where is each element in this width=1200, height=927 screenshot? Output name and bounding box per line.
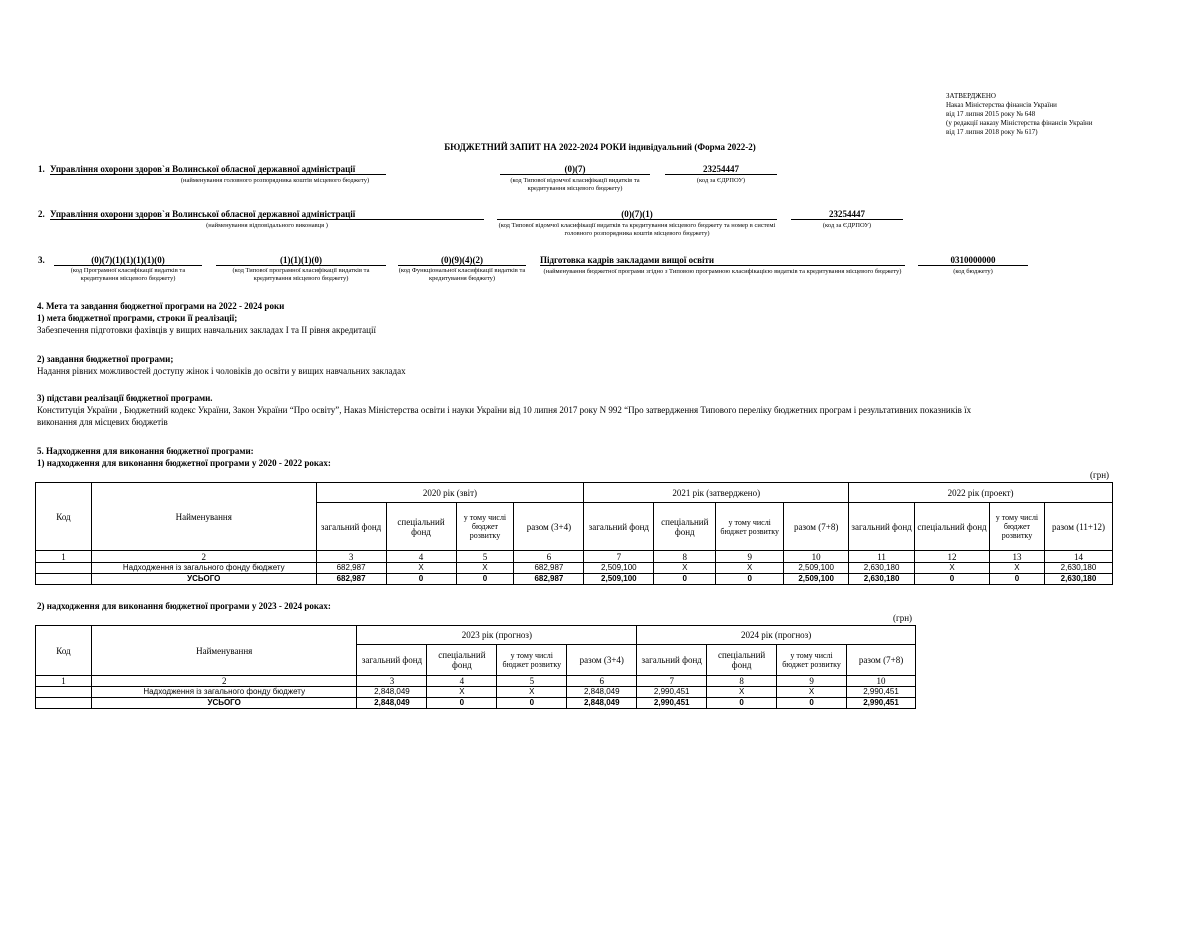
sub-header: у тому числі бюджет розвитку [716, 503, 784, 551]
s3-program-name-caption: (найменування бюджетної програми згідно з Типовою програмною класифікацією видатків та кредитування місцевого бюджету) [543, 268, 902, 275]
cell [36, 687, 92, 698]
s1-edrpou: 23254447 [665, 164, 777, 175]
cell: 2,848,049 [357, 698, 427, 709]
column-number: 6 [514, 551, 584, 563]
column-number: 13 [990, 551, 1045, 563]
column-number: 3 [357, 676, 427, 687]
s1-dept-code-caption: (код Типової відомчої класифікації видатків та кредитування місцевого бюджету) [510, 177, 640, 192]
column-number: 2 [91, 676, 357, 687]
cell: 0 [386, 574, 456, 585]
s2-dept-code-caption: (код Типової відомчої класифікації видатків та кредитування місцевого бюджету та номер в системі головного розпорядника коштів місцевого бюджету) [498, 222, 776, 237]
s3-typical-code-caption: (код Типової програмної класифікації видатків та кредитування місцевого бюджету) [232, 267, 370, 282]
sub-header: разом (3+4) [514, 503, 584, 551]
col-header-name: Найменування [91, 483, 316, 551]
cell: X [654, 563, 716, 574]
cell: 2,630,180 [1044, 563, 1112, 574]
sub-header: у тому числі бюджет розвитку [990, 503, 1045, 551]
sub-header: загальний фонд [316, 503, 386, 551]
column-number: 14 [1044, 551, 1112, 563]
cell: 0 [497, 698, 567, 709]
column-number: 7 [637, 676, 707, 687]
revenue-table-2023-2024 [35, 625, 916, 709]
revenue-table-2020-2022 [35, 482, 1113, 585]
sub-header: загальний фонд [849, 503, 915, 551]
cell: 2,848,049 [567, 687, 637, 698]
sub-header: спеціальний фонд [427, 645, 497, 676]
s3-typical-code: (1)(1)(1)(0) [216, 255, 386, 266]
sub-header: спеціальний фонд [654, 503, 716, 551]
column-number: 12 [915, 551, 990, 563]
total-row [36, 574, 1113, 585]
cell: 2,848,049 [357, 687, 427, 698]
column-number: 8 [654, 551, 716, 563]
s3-program-code-caption: (код Програмної класифікації видатків та кредитування місцевого бюджету) [70, 267, 186, 282]
sub-header: у тому числі бюджет розвитку [777, 645, 847, 676]
s2-org-caption: (найменування відповідального виконавця ) [206, 222, 328, 229]
cell: 0 [915, 574, 990, 585]
cell: X [915, 563, 990, 574]
unit-label-2: (грн) [893, 613, 913, 623]
cell: 2,990,451 [847, 698, 916, 709]
year-header: 2023 рік (прогноз) [357, 626, 637, 645]
column-number: 2 [91, 551, 316, 563]
column-number: 3 [316, 551, 386, 563]
column-numbers-row [36, 676, 916, 687]
cell: Надходження із загального фонду бюджету [91, 687, 357, 698]
column-number: 8 [707, 676, 777, 687]
sub-header: разом (11+12) [1044, 503, 1112, 551]
section-1-number: 1. [38, 164, 45, 174]
column-number: 5 [497, 676, 567, 687]
cell: 0 [707, 698, 777, 709]
revenue-2023-2024-heading: 2) надходження для виконання бюджетної програми у 2023 - 2024 роках: [37, 601, 331, 611]
cell: 2,990,451 [847, 687, 916, 698]
cell: 682,987 [316, 563, 386, 574]
cell: 682,987 [316, 574, 386, 585]
cell: X [990, 563, 1045, 574]
s2-dept-code: (0)(7)(1) [497, 209, 777, 220]
cell: X [707, 687, 777, 698]
s1-org-name: Управління охорони здоров`я Волинської обласної державної адміністрації [50, 164, 386, 175]
approval-stamp [946, 92, 1093, 137]
unit-label: (грн) [1090, 470, 1110, 480]
cell: 682,987 [514, 574, 584, 585]
cell: X [456, 563, 514, 574]
tasks-heading: 2) завдання бюджетної програми; [37, 354, 174, 364]
table-row [36, 687, 916, 698]
cell: 0 [716, 574, 784, 585]
sub-header: загальний фонд [637, 645, 707, 676]
column-number: 5 [456, 551, 514, 563]
cell: 0 [990, 574, 1045, 585]
s3-functional-code-caption: (код Функціональної класифікації видатків та кредитування бюджету) [398, 267, 526, 282]
cell: Надходження із загального фонду бюджету [91, 563, 316, 574]
cell: 2,509,100 [784, 563, 849, 574]
sub-header: загальний фонд [357, 645, 427, 676]
cell: 682,987 [514, 563, 584, 574]
s2-edrpou: 23254447 [791, 209, 903, 220]
cell: 2,848,049 [567, 698, 637, 709]
s3-program-code: (0)(7)(1)(1)(1)(1)(0) [54, 255, 202, 266]
sub-header: загальний фонд [584, 503, 654, 551]
section-4-heading: 4. Мета та завдання бюджетної програми на 2022 - 2024 роки [37, 301, 285, 311]
approval-line: від 17 липня 2015 року № 648 [946, 110, 1036, 118]
sub-header: у тому числі бюджет розвитку [497, 645, 567, 676]
section-2-number: 2. [38, 209, 45, 219]
approval-line: Наказ Міністерства фінансів України [946, 101, 1057, 109]
s1-org-caption: (найменування головного розпорядника коштів місцевого бюджету) [180, 177, 370, 184]
basis-text: Конституція України , Бюджетний кодекс України, Закон України “Про освіту”, Наказ Міністерства освіти і науки України від 10 липня 2017 року N 992 “Про затвердження Типового переліку бюджетних програм і результативних показників їх [37, 405, 972, 415]
column-numbers-row [36, 551, 1113, 563]
goal-text: Забезпечення підготовки фахівців у вищих навчальних закладах І та ІІ рівня акредитації [37, 325, 376, 335]
year-header: 2024 рік (прогноз) [637, 626, 916, 645]
approval-line: (у редакції наказу Міністерства фінансів України [946, 119, 1093, 127]
section-5-heading: 5. Надходження для виконання бюджетної програми: [37, 446, 254, 456]
cell [36, 698, 92, 709]
revenue-2020-2022-heading: 1) надходження для виконання бюджетної програми у 2020 - 2022 роках: [37, 458, 331, 468]
column-number: 11 [849, 551, 915, 563]
cell: X [427, 687, 497, 698]
cell: X [777, 687, 847, 698]
cell: 2,630,180 [849, 563, 915, 574]
column-number: 1 [36, 551, 92, 563]
column-number: 10 [784, 551, 849, 563]
cell: 0 [456, 574, 514, 585]
sub-header: разом (7+8) [847, 645, 916, 676]
cell: 2,990,451 [637, 687, 707, 698]
tasks-text: Надання рівних можливостей доступу жінок і чоловіків до освіти у вищих навчальних закладах [37, 366, 406, 376]
cell: УСЬОГО [91, 574, 316, 585]
sub-header: спеціальний фонд [386, 503, 456, 551]
page-title: БЮДЖЕТНИЙ ЗАПИТ НА 2022-2024 РОКИ індивідуальний (Форма 2022-2) [444, 142, 756, 152]
basis-text-cont: виконання для місцевих бюджетів [37, 417, 168, 427]
cell: X [497, 687, 567, 698]
s3-program-name: Підготовка кадрів закладами вищої освіти [540, 255, 905, 266]
cell: X [386, 563, 456, 574]
cell: 2,630,180 [849, 574, 915, 585]
column-number: 6 [567, 676, 637, 687]
year-header: 2020 рік (звіт) [316, 483, 584, 503]
sub-header: спеціальний фонд [915, 503, 990, 551]
column-number: 9 [777, 676, 847, 687]
col-header-name: Найменування [91, 626, 357, 676]
sub-header: разом (7+8) [784, 503, 849, 551]
col-header-code: Код [36, 483, 92, 551]
s2-edrpou-caption: (код за ЄДРПОУ) [822, 222, 872, 229]
sub-header: разом (3+4) [567, 645, 637, 676]
cell [36, 563, 92, 574]
column-number: 4 [386, 551, 456, 563]
approval-line: від 17 липня 2018 року № 617) [946, 128, 1038, 136]
column-number: 7 [584, 551, 654, 563]
year-header: 2021 рік (затверджено) [584, 483, 849, 503]
cell: X [716, 563, 784, 574]
column-number: 1 [36, 676, 92, 687]
s1-dept-code: (0)(7) [500, 164, 650, 175]
s3-functional-code: (0)(9)(4)(2) [398, 255, 526, 266]
cell [36, 574, 92, 585]
column-number: 4 [427, 676, 497, 687]
cell: 2,630,180 [1044, 574, 1112, 585]
s2-org-name: Управління охорони здоров`я Волинської обласної державної адміністрації [50, 209, 484, 220]
cell: 0 [427, 698, 497, 709]
cell: 2,990,451 [637, 698, 707, 709]
cell: 2,509,100 [784, 574, 849, 585]
approval-line: ЗАТВЕРДЖЕНО [946, 92, 996, 100]
col-header-code: Код [36, 626, 92, 676]
column-number: 9 [716, 551, 784, 563]
table-row [36, 563, 1113, 574]
total-row [36, 698, 916, 709]
column-number: 10 [847, 676, 916, 687]
cell: УСЬОГО [91, 698, 357, 709]
sub-header: спеціальний фонд [707, 645, 777, 676]
sub-header: у тому числі бюджет розвитку [456, 503, 514, 551]
cell: 0 [654, 574, 716, 585]
cell: 2,509,100 [584, 574, 654, 585]
s3-budget-code: 0310000000 [918, 255, 1028, 266]
cell: 2,509,100 [584, 563, 654, 574]
cell: 0 [777, 698, 847, 709]
section-3-number: 3. [38, 255, 45, 265]
goal-heading: 1) мета бюджетної програми, строки її реалізації; [37, 313, 238, 323]
s1-edrpou-caption: (код за ЄДРПОУ) [696, 177, 746, 184]
year-header: 2022 рік (проект) [849, 483, 1113, 503]
s3-budget-code-caption: (код бюджету) [953, 268, 993, 275]
basis-heading: 3) підстави реалізації бюджетної програми. [37, 393, 213, 403]
